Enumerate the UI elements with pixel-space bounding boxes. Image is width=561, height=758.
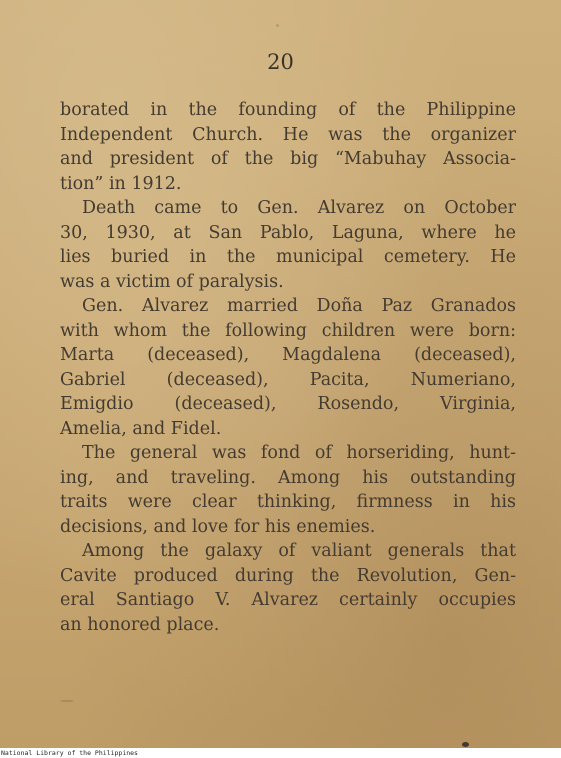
paragraph-2 xyxy=(60,196,516,294)
paper-stain xyxy=(276,24,279,27)
text-line: Among the galaxy of valiant generals that xyxy=(82,541,516,561)
text-line: and president of the big “Mabuhay Associa- xyxy=(60,149,516,169)
text-line: decisions, and love for his enemies. xyxy=(60,516,376,537)
text-line: traits were clear thinking, firmness in his xyxy=(60,492,516,512)
text-line: Emigdio (deceased), Rosendo, Virginia, xyxy=(60,394,516,414)
text-line: Amelia, and Fidel. xyxy=(60,418,222,439)
paragraph-4 xyxy=(60,441,516,539)
library-credit: National Library of the Philippines xyxy=(1,749,138,757)
text-line: tion” in 1912. xyxy=(60,173,182,194)
text-line: with whom the following children were born: xyxy=(60,320,516,341)
paragraph-3 xyxy=(60,294,516,441)
text-line: borated in the founding of the Philippine xyxy=(60,100,516,120)
text-line: Death came to Gen. Alvarez on October xyxy=(82,198,516,218)
paper-stain xyxy=(462,742,469,747)
text-line: ing, and traveling. Among his outstanding xyxy=(60,467,516,488)
body-text xyxy=(60,98,516,637)
page-number: 20 xyxy=(267,50,294,74)
text-line: Marta (deceased), Magdalena (deceased), xyxy=(60,345,516,365)
text-line: The general was fond of horseriding, hunt- xyxy=(82,443,516,463)
text-line: was a victim of paralysis. xyxy=(60,271,284,292)
text-line: Gen. Alvarez married Doña Paz Granados xyxy=(82,296,516,316)
text-line: eral Santiago V. Alvarez certainly occupies xyxy=(60,590,516,610)
text-line: Gabriel (deceased), Pacita, Numeriano, xyxy=(60,369,516,390)
text-line: 30, 1930, at San Pablo, Laguna, where he xyxy=(60,222,516,243)
paper-stain xyxy=(60,700,74,702)
paragraph-1 xyxy=(60,98,516,196)
text-line: Cavite produced during the Revolution, Gen- xyxy=(60,565,516,586)
text-line: an honored place. xyxy=(60,614,220,635)
paragraph-5 xyxy=(60,539,516,637)
text-line: lies buried in the municipal cemetery. He xyxy=(60,247,516,267)
text-line: Independent Church. He was the organizer xyxy=(60,124,516,145)
